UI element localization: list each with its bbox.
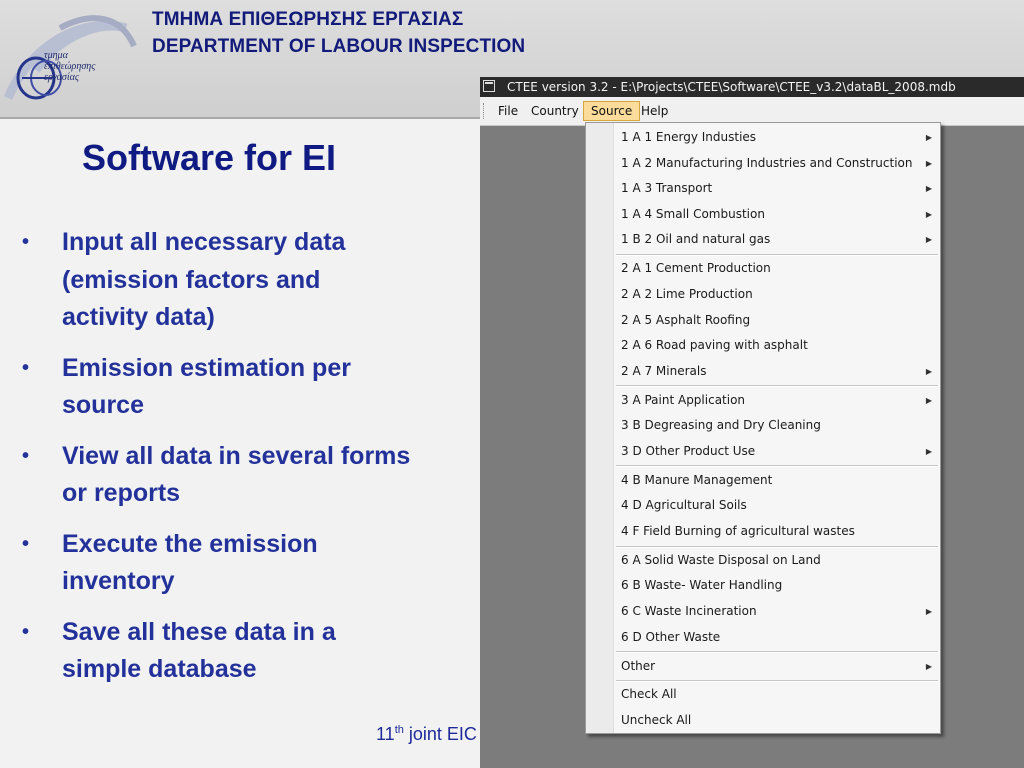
dropdown-item-label: 4 B Manure Management <box>621 472 773 487</box>
dropdown-item-label: 1 A 4 Small Combustion <box>621 206 765 221</box>
dropdown-item[interactable] <box>614 333 940 358</box>
source-dropdown-menu <box>585 122 941 734</box>
submenu-arrow-icon: ▶ <box>925 158 932 168</box>
submenu-arrow-icon: ▶ <box>925 607 932 616</box>
window-titlebar[interactable] <box>480 77 1024 97</box>
dropdown-item-label: 3 A Paint Application <box>621 392 746 407</box>
menu-file[interactable]: File <box>498 104 519 118</box>
bullet-icon: • <box>22 231 30 253</box>
dropdown-item[interactable] <box>614 388 940 413</box>
bullet-item <box>22 526 412 601</box>
dropdown-item[interactable] <box>614 176 940 201</box>
submenu-arrow-icon: ▶ <box>925 235 932 245</box>
dropdown-item-label: 1 A 1 Energy Industies <box>621 130 757 144</box>
slide-title: Software for EI <box>82 137 337 178</box>
dropdown-item[interactable] <box>614 548 940 573</box>
submenu-arrow-icon: ▶ <box>925 184 932 194</box>
dropdown-item[interactable] <box>614 599 940 624</box>
bullet-text: View all data in several forms or reports <box>62 441 411 507</box>
submenu-arrow-icon: ▶ <box>925 661 932 671</box>
submenu-arrow-icon: ▶ <box>925 446 932 456</box>
bullet-icon: • <box>22 620 30 643</box>
dropdown-item[interactable] <box>614 202 940 227</box>
slide-footer: 11th joint EIC <box>376 724 477 744</box>
dropdown-item[interactable] <box>614 682 940 707</box>
dropdown-item[interactable] <box>614 413 940 438</box>
bullet-list <box>22 224 412 702</box>
dropdown-item[interactable] <box>614 227 940 252</box>
dropdown-item-label: 2 A 2 Lime Production <box>621 286 753 301</box>
dropdown-item-label: 2 A 6 Road paving with asphalt <box>621 338 808 353</box>
bullet-item <box>22 224 412 337</box>
dropdown-item[interactable] <box>614 654 940 679</box>
window-title: CTEE version 3.2 - E:\Projects\CTEE\Software\CTEE_v3.2\dataBL_2008.mdb <box>507 80 956 94</box>
dropdown-item-label: 1 A 3 Transport <box>621 181 713 196</box>
bullet-icon: • <box>22 532 30 555</box>
dropdown-item[interactable] <box>614 519 940 544</box>
bullet-icon: • <box>22 444 30 467</box>
organization-name-greek: ΤΜΗΜΑ ΕΠΙΘΕΩΡΗΣΗΣ ΕΡΓΑΣΙΑΣ <box>152 9 464 30</box>
bullet-item <box>22 614 412 689</box>
dropdown-icon-gutter <box>586 123 614 733</box>
bullet-text: Input all necessary data (emission factors and activity data) <box>62 228 346 331</box>
dropdown-item-label: 1 A 2 Manufacturing Industries and Construction <box>621 155 913 170</box>
dropdown-item-label: 2 A 5 Asphalt Roofing <box>621 312 751 327</box>
menu-grip-handle[interactable] <box>483 103 487 119</box>
dropdown-item[interactable] <box>614 439 940 464</box>
dropdown-item[interactable] <box>614 708 940 733</box>
organization-name-english: DEPARTMENT OF LABOUR INSPECTION <box>152 36 526 57</box>
dropdown-item[interactable] <box>614 493 940 518</box>
dropdown-item-label: 3 D Other Product Use <box>621 443 756 458</box>
bullet-text: Execute the emission inventory <box>62 529 318 595</box>
dropdown-item[interactable] <box>614 125 940 150</box>
bullet-icon: • <box>22 356 30 379</box>
bullet-text: Save all these data in a simple database <box>62 617 336 683</box>
menu-source[interactable]: Source <box>583 101 640 121</box>
submenu-arrow-icon: ▶ <box>925 366 932 376</box>
dropdown-item[interactable] <box>614 359 940 384</box>
dropdown-item[interactable] <box>614 256 940 281</box>
bullet-text: Emission estimation per source <box>62 353 351 419</box>
bullet-item <box>22 350 412 425</box>
dropdown-item-label: 6 D Other Waste <box>621 629 721 644</box>
dropdown-item-label: 3 B Degreasing and Dry Cleaning <box>621 418 821 433</box>
dropdown-item[interactable] <box>614 151 940 176</box>
menu-help[interactable]: Help <box>641 104 669 118</box>
dropdown-item-label: Other <box>621 658 656 673</box>
menu-country[interactable]: Country <box>531 104 579 118</box>
logo-text: τμημα επιθεώρησης εργασίας <box>44 50 96 83</box>
dropdown-item-label: Uncheck All <box>621 713 692 727</box>
submenu-arrow-icon: ▶ <box>925 395 932 405</box>
dropdown-item[interactable] <box>614 573 940 598</box>
bullet-item <box>22 438 412 513</box>
submenu-arrow-icon: ▶ <box>925 209 932 219</box>
dropdown-item-label: 6 B Waste- Water Handling <box>621 578 783 593</box>
dropdown-item[interactable] <box>614 308 940 333</box>
dropdown-item-label: 2 A 7 Minerals <box>621 363 707 378</box>
submenu-arrow-icon: ▶ <box>925 133 932 142</box>
dropdown-item[interactable] <box>614 625 940 650</box>
dropdown-item-label: 4 D Agricultural Soils <box>621 498 747 513</box>
dropdown-item-label: Check All <box>621 687 677 702</box>
dropdown-item[interactable] <box>614 468 940 493</box>
dropdown-item[interactable] <box>614 282 940 307</box>
dropdown-item-label: 1 B 2 Oil and natural gas <box>621 232 771 247</box>
dropdown-item-label: 6 A Solid Waste Disposal on Land <box>621 552 821 567</box>
dropdown-item-label: 4 F Field Burning of agricultural wastes <box>621 523 855 538</box>
app-window-icon <box>483 80 495 92</box>
dropdown-item-label: 2 A 1 Cement Production <box>621 261 771 276</box>
dropdown-item-label: 6 C Waste Incineration <box>621 604 757 618</box>
